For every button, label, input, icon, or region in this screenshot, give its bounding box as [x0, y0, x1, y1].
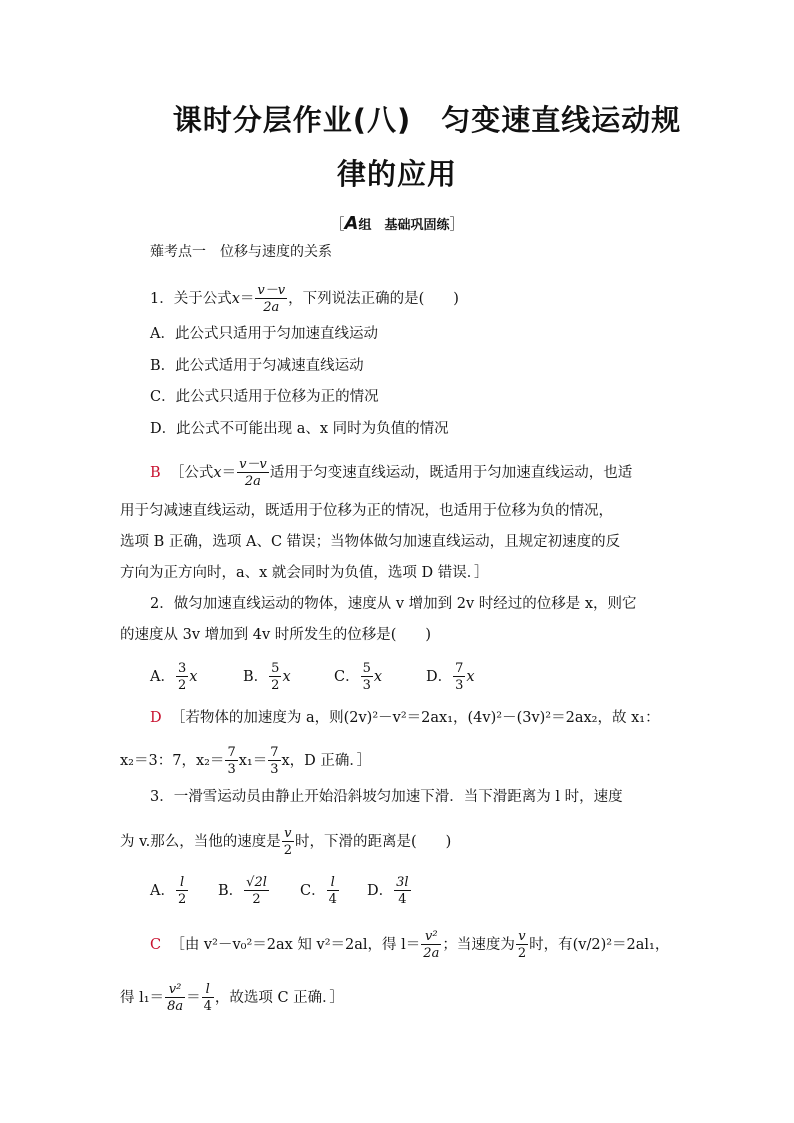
knowledge-point-heading: 薙考点一 位移与速度的关系	[150, 244, 332, 260]
q1-explanation-line-4: 方向为正方向时，a、x 就会同时为负值，选项 D 错误．］	[120, 565, 489, 581]
q3-stem-line-2: 为 v.那么，当他的速度是 $\frac{v}{2}$ 时，下滑的距离是( )	[120, 826, 452, 858]
page-title-line-1: 课时分层作业(八) 匀变速直线运动规	[172, 103, 682, 137]
q2-option-a: A． $\frac{3}{2}$ x	[150, 661, 198, 693]
q1-option-c: C．此公式只适用于位移为正的情况	[150, 389, 379, 405]
section-tag: ［A组 基础巩固练］	[329, 213, 465, 234]
q2-stem-line-1: 2．做匀加速直线运动的物体，速度从 v 增加到 2v 时经过的位移是 x，则它	[150, 596, 637, 612]
q2-option-d: D． $\frac{7}{3}$ x	[426, 661, 475, 693]
q1-formula-fraction: $\frac{v-v}{2a}$	[257, 283, 286, 315]
q3-option-c: C． $\frac{l}{4}$	[300, 875, 337, 907]
q1-answer: B	[150, 465, 161, 481]
page-title-line-2: 律的应用	[336, 157, 457, 191]
q1-option-b: B．此公式适用于匀减速直线运动	[150, 358, 364, 374]
q3-option-a: A． $\frac{l}{2}$	[150, 875, 187, 907]
q1-stem: 1．关于公式x＝ $\frac{v-v}{2a}$ ，下列说法正确的是( )	[150, 283, 459, 315]
q3-answer: C	[150, 937, 162, 953]
q2-explanation-line-2: x₂＝3：7，x₂＝ $\frac{7}{3}$ x₁＝ $\frac{7}{3}$ x，D 正确．］	[120, 745, 372, 777]
q3-explanation-line-2: 得 l₁＝ $\frac{\text{v²}}{8a}$ ＝ $\frac{l}{4}$ ，故选项 C 正确．］	[120, 982, 344, 1014]
q2-stem-line-2: 的速度从 3v 增加到 4v 时所发生的位移是( )	[120, 627, 432, 643]
q1-explanation-line-2: 用于匀减速直线运动，既适用于位移为正的情况，也适用于位移为负的情况，	[120, 503, 613, 519]
q3-explanation-line-1: C ［由 v²－v₀²＝2ax 知 v²＝2al，得 l＝ $\frac{\text{v²}}{2a}$ ；当速度为 $\frac{v}{2}$ 时，有(v/2)²＝2al₁，	[150, 929, 670, 961]
q3-option-d: D． $\frac{3l}{4}$	[367, 875, 409, 907]
q1-explanation-line-1: B ［公式x＝ $\frac{v-v}{2a}$ 适用于匀变速直线运动，既适用于匀加速直线运动，也适	[150, 457, 633, 489]
group-label: 组 基础巩固练	[358, 218, 450, 233]
group-letter: A	[344, 213, 359, 234]
q2-option-c: C． $\frac{5}{3}$ x	[334, 661, 383, 693]
q2-explanation-line-1: D ［若物体的加速度为 a，则(2v)²－v²＝2ax₁，(4v)²－(3v)²＝2ax₂，故 x₁：	[150, 710, 660, 726]
q1-option-d: D．此公式不可能出现 a、x 同时为负值的情况	[150, 421, 449, 437]
q3-stem-line-1: 3．一滑雪运动员由静止开始沿斜坡匀加速下滑．当下滑距离为 l 时，速度	[150, 789, 623, 805]
q2-option-b: B． $\frac{5}{2}$ x	[243, 661, 291, 693]
q1-explanation-line-3: 选项 B 正确，选项 A、C 错误；当物体做匀加速直线运动，且规定初速度的反	[120, 534, 621, 550]
q1-option-a: A．此公式只适用于匀加速直线运动	[150, 326, 378, 342]
q2-answer: D	[150, 710, 162, 726]
q3-option-b: B． $\frac{√2l}{2}$	[218, 875, 267, 907]
